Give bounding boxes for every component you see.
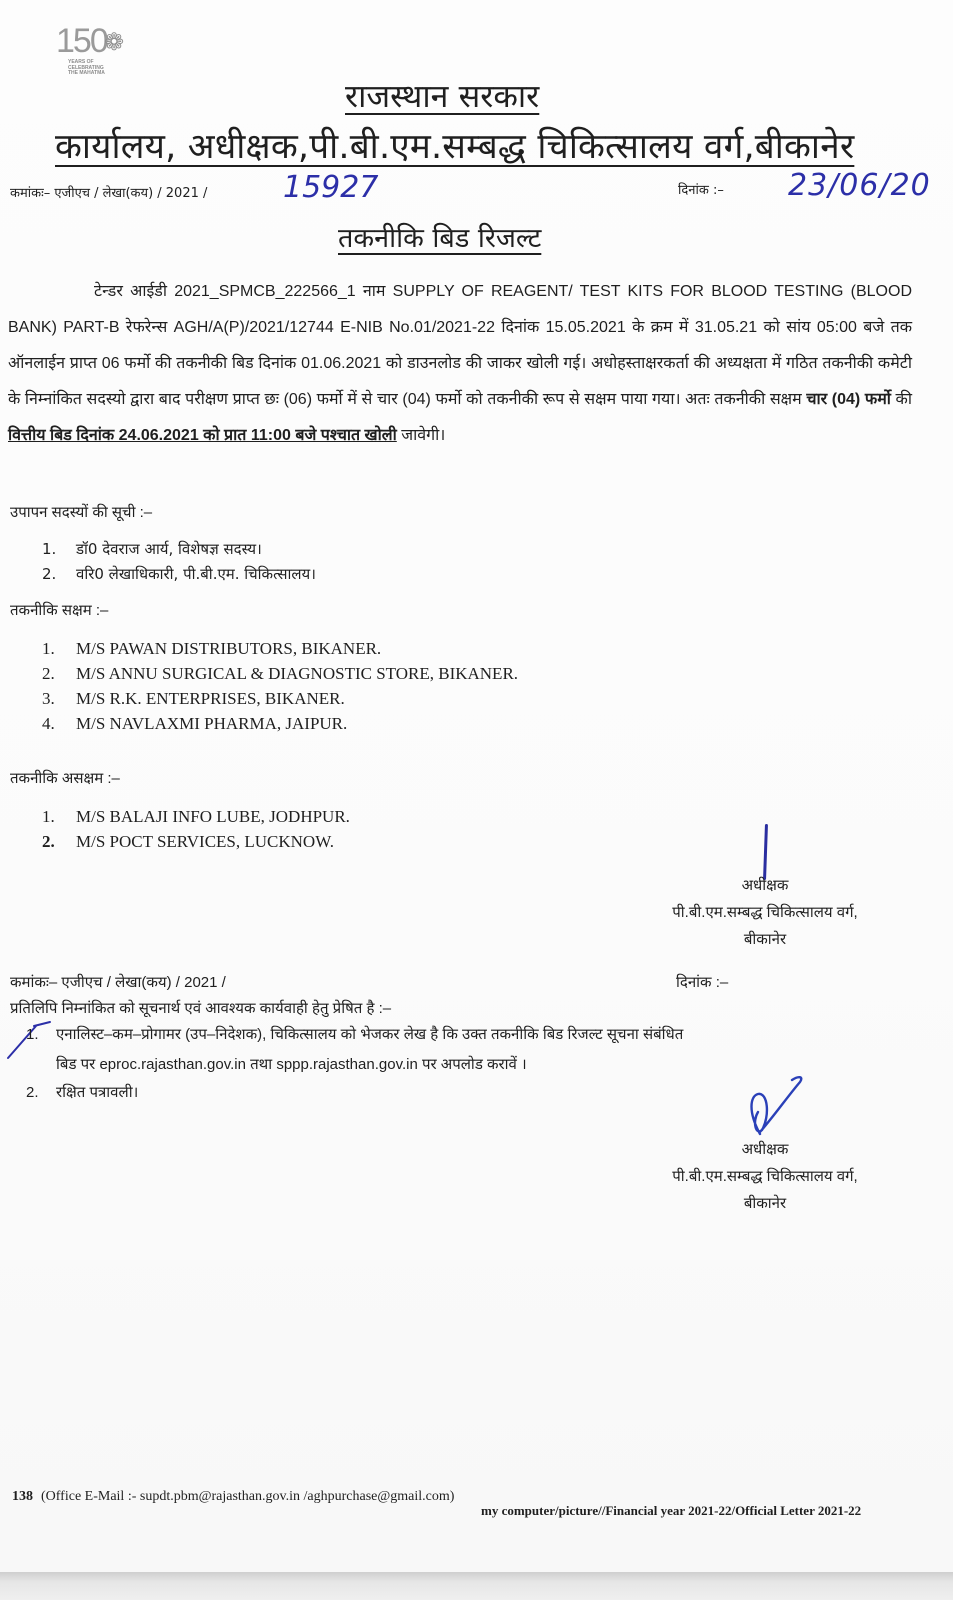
list-item: 1. M/S BALAJI INFO LUBE, JODHPUR. <box>42 807 350 826</box>
tender-result-paragraph: टेन्डर आईडी 2021_SPMCB_222566_1 नाम SUPPLY OF REAGENT/ TEST KITS FOR BLOOD TESTING (BLOOD BANK) PART-B रेफरेन्स AGH/A(P)/2021/12744 E-NIB No.01/2021-22 दिनांक 15.05.2021 के क्रम में 31.05.21 को सांय 05:00 बजे तक ऑनलाईन प्राप्त 06 फर्मो की तकनीकी बिड दिनांक 01.06.2021 को डाउनलोड की जाकर खोली गई। अधोहस्ताक्षरकर्ता की अध्यक्षता में गठित तकनीकी कमेटी के निम्नांकित सदस्यो द्वारा बाद परीक्षण प्राप्त छः (06) फर्मो में से चार (04) फर्मो को तकनीकी रूप से सक्षम पाया गया। अतः तकनीकी सक्षम चार (04) फर्मो की वित्तीय बिड दिनांक 24.06.2021 को प्रात 11:00 बजे पश्चात खोली जावेगी। <box>8 283 912 444</box>
copy-date-label: दिनांक :– <box>676 974 729 991</box>
page-number: 138 <box>12 1489 33 1504</box>
list-item: 2. M/S POCT SERVICES, LUCKNOW. <box>42 832 334 851</box>
footer-file-path: my computer/picture//Financial year 2021-22/Official Letter 2021-22 <box>481 1503 862 1518</box>
signature-block-1: अधीक्षक पी.बी.एम.सम्बद्ध चिकित्सालय वर्ग, बीकानेर <box>672 877 858 948</box>
logo-number: 150 <box>56 22 107 60</box>
government-heading: राजस्थान सरकार <box>345 77 540 115</box>
financial-bid-opening: वित्तीय बिड दिनांक 24.06.2021 को प्रात 11:00 बजे पश्चात खोली <box>8 427 397 444</box>
disqualified-firms-list <box>42 804 350 854</box>
list-item: 4. M/S NAVLAXMI PHARMA, JAIPUR. <box>42 714 348 733</box>
list-item: 3. M/S R.K. ENTERPRISES, BIKANER. <box>42 689 345 708</box>
charkha-wheel-icon: ❁ <box>104 30 125 56</box>
logo-tagline: YEARS OF CELEBRATING THE MAHATMA <box>68 59 105 76</box>
copy-item-1: 1. एनालिस्ट–कम–प्रोगामर (उप–निदेशक), चिकित्सालय को भेजकर लेख है कि उक्त तकनीकि बिड रिजल्ट सूचना संबंधित बिड पर eproc.rajasthan.gov.in तथा sppp.rajasthan.gov.in पर अपलोड करावें । <box>26 1026 684 1073</box>
members-list <box>42 537 316 587</box>
qualified-count: चार (04) फर्मो <box>806 391 891 408</box>
list-item: 1. डॉ0 देवराज आर्य, विशेषज्ञ सदस्य। <box>42 540 262 558</box>
list-item: 2. वरि0 लेखाधिकारी, पी.बी.एम. चिकित्सालय। <box>42 565 316 583</box>
date-label: दिनांक :– <box>678 183 724 198</box>
copy-item-2: 2. रक्षित पत्रावली। <box>26 1084 139 1101</box>
document-title: तकनीकि बिड रिजल्ट <box>338 223 542 254</box>
members-heading: उपापन सदस्यों की सूची :– <box>10 504 153 521</box>
page-edge-shadow <box>0 1572 953 1600</box>
signature-block-2: अधीक्षक पी.बी.एम.सम्बद्ध चिकित्सालय वर्ग, बीकानेर <box>672 1141 858 1212</box>
sppp-link: sppp.rajasthan.gov.in <box>276 1056 418 1073</box>
copy-reference-label: कमांकः– एजीएच / लेखा(कय) / 2021 / <box>10 974 226 991</box>
copy-intro: प्रतिलिपि निम्नांकित को सूचनार्थ एवं आवश्यक कार्यवाही हेतु प्रेषित है :– <box>10 1000 392 1017</box>
handwritten-reference-number: 15927 <box>283 170 379 205</box>
gandhi-150-logo <box>42 22 152 80</box>
qualified-firms-list <box>42 636 518 736</box>
list-item: 2. M/S ANNU SURGICAL & DIAGNOSTIC STORE, BIKANER. <box>42 664 519 683</box>
handwritten-date: 23/06/20 <box>788 168 931 203</box>
disqualified-heading: तकनीकि असक्षम :– <box>10 770 120 787</box>
qualified-heading: तकनीकि सक्षम :– <box>10 602 109 619</box>
office-heading: कार्यालय, अधीक्षक,पी.बी.एम.सम्बद्ध चिकित्सालय वर्ग,बीकानेर <box>55 127 855 167</box>
handwritten-signature-icon <box>740 1072 810 1140</box>
list-item: 1. M/S PAWAN DISTRIBUTORS, BIKANER. <box>42 639 382 658</box>
footer-email-line: 138 (Office E-Mail :- supdt.pbm@rajasthan.gov.in /aghpurchase@gmail.com) <box>12 1489 455 1504</box>
eproc-link: eproc.rajasthan.gov.in <box>99 1056 246 1073</box>
reference-number-label: कमांकः– एजीएच / लेखा(कय) / 2021 / <box>10 186 208 201</box>
